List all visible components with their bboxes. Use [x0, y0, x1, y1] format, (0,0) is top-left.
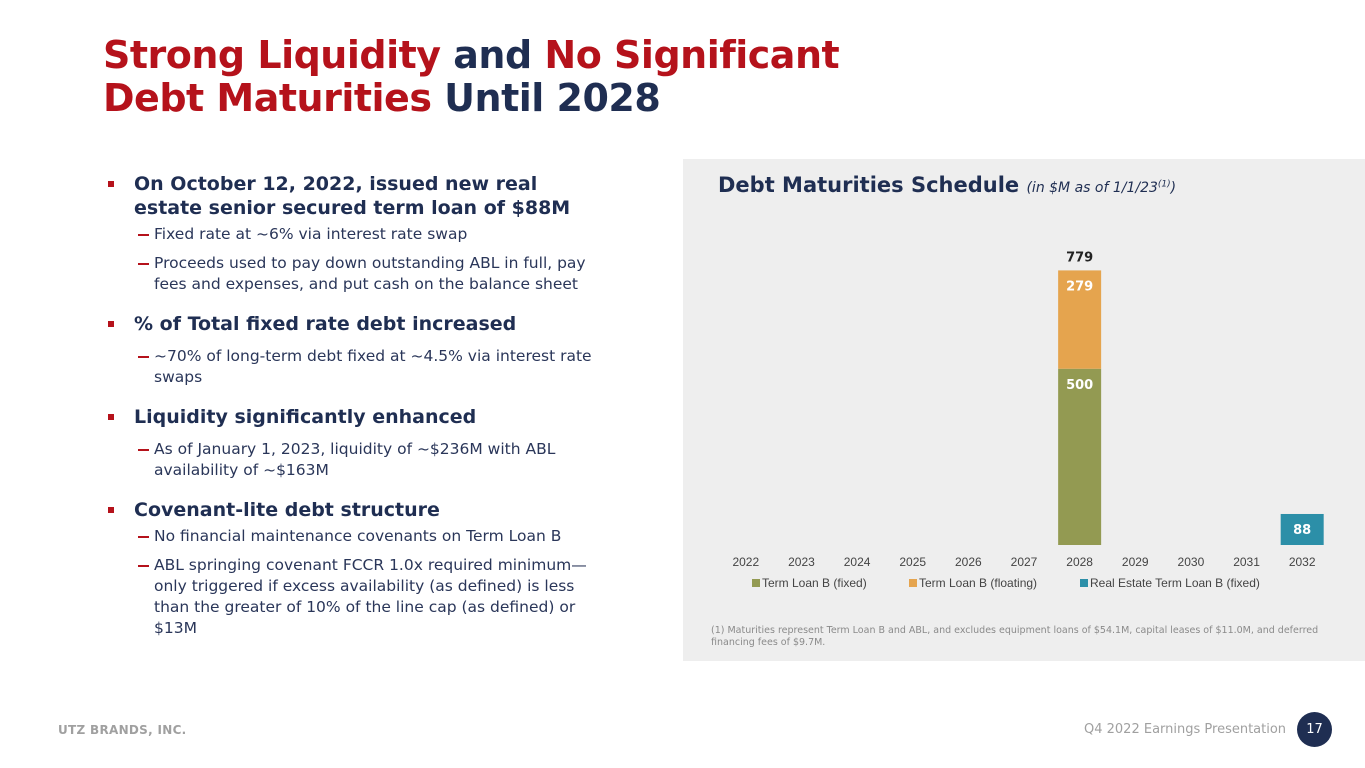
- legend-entry: Real Estate Term Loan B (fixed): [1090, 576, 1260, 590]
- bullet-item: % of Total fixed rate debt increased: [108, 312, 608, 336]
- dash-icon: [138, 565, 149, 567]
- chart-panel: [683, 159, 1365, 661]
- legend-swatch: [752, 579, 760, 587]
- x-tick-label: 2028: [1066, 555, 1093, 569]
- x-tick-label: 2030: [1177, 555, 1205, 569]
- bar-value-label: 500: [1066, 377, 1094, 393]
- page-number: 17: [1297, 712, 1332, 747]
- sub-bullet: Fixed rate at ~6% via interest rate swap: [108, 224, 608, 245]
- sub-bullet: ~70% of long-term debt fixed at ~4.5% via interest rate swaps: [108, 346, 608, 388]
- dash-icon: [138, 356, 149, 358]
- legend-entry: Term Loan B (floating): [919, 576, 1038, 590]
- sub-bullet: ABL springing covenant FCCR 1.0x required minimum—only triggered if excess availability (as defined) is less than the greater of 10% of the line cap (as defined) or $13M: [108, 555, 608, 639]
- title-line-1: Strong Liquidity and No Significant: [103, 33, 840, 77]
- page-title: [103, 34, 839, 120]
- dash-icon: [138, 234, 149, 236]
- x-tick-label: 2029: [1121, 555, 1149, 569]
- bullet-list: [108, 172, 608, 639]
- x-tick-label: 2031: [1233, 555, 1260, 569]
- chart-subtitle: (in $M as of 1/1/23$^{(1)}$): [1026, 179, 1177, 196]
- chart-title: Debt Maturities Schedule (in $M as of 1/1/23$^{(1)}$): [718, 173, 1177, 197]
- sub-bullet: Proceeds used to pay down outstanding ABL in full, pay fees and expenses, and put cash on the balance sheet: [108, 253, 608, 295]
- bar-value-label: 279: [1066, 279, 1094, 295]
- title-line-2: Debt Maturities Until 2028: [103, 76, 661, 120]
- x-tick-label: 2032: [1288, 555, 1316, 569]
- sub-bullet: As of January 1, 2023, liquidity of ~$236M with ABL availability of ~$163M: [108, 439, 608, 481]
- sub-bullet: No financial maintenance covenants on Term Loan B: [108, 526, 608, 547]
- debt-maturities-chart: [683, 219, 1365, 609]
- x-tick-label: 2025: [899, 555, 927, 569]
- dash-icon: [138, 263, 149, 265]
- legend-entry: Term Loan B (fixed): [762, 576, 867, 590]
- legend-swatch: [909, 579, 917, 587]
- bar-segment: [1058, 369, 1101, 545]
- bullet-marker-icon: [108, 507, 114, 513]
- x-tick-label: 2024: [843, 555, 871, 569]
- bullet-marker-icon: [108, 321, 114, 327]
- x-tick-label: 2027: [1010, 555, 1038, 569]
- bullet-item: On October 12, 2022, issued new real estate senior secured term loan of $88M: [108, 172, 608, 220]
- bullet-item: Covenant-lite debt structure: [108, 498, 608, 522]
- x-tick-label: 2026: [955, 555, 982, 569]
- bullet-item: Liquidity significantly enhanced: [108, 405, 608, 429]
- total-label: 779: [1066, 250, 1094, 266]
- x-tick-label: 2023: [788, 555, 815, 569]
- bar-value-label: 88: [1293, 522, 1312, 538]
- dash-icon: [138, 449, 149, 451]
- legend-swatch: [1080, 579, 1088, 587]
- presentation-name: Q4 2022 Earnings Presentation: [1084, 722, 1287, 737]
- x-tick-label: 2022: [732, 555, 760, 569]
- company-name: UTZ BRANDS, INC.: [58, 723, 187, 737]
- dash-icon: [138, 536, 149, 538]
- bullet-marker-icon: [108, 181, 114, 187]
- bullet-marker-icon: [108, 414, 114, 420]
- chart-footnote: (1) Maturities represent Term Loan B and ABL, and excludes equipment loans of $54.1M, capital leases of $11.0M, and deferred financing fees of $9.7M.: [711, 625, 1319, 648]
